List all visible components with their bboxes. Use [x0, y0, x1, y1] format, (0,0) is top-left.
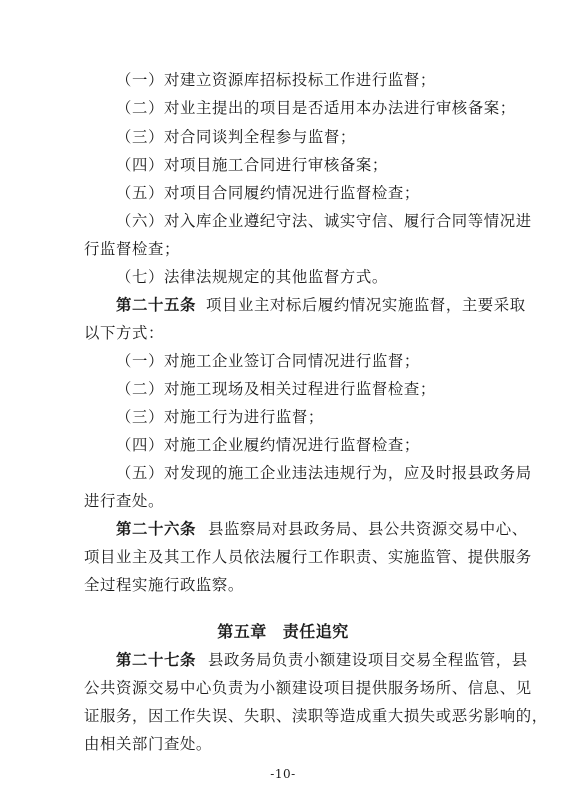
list-item: （七）法律法规规定的其他监督方式。 [116, 268, 388, 286]
list-item-continuation: 行监督检查； [84, 240, 180, 258]
list-item: （二）对施工现场及相关过程进行监督检查； [116, 380, 436, 398]
article-27-heading: 第二十七条 [116, 651, 196, 669]
list-item: （六）对入库企业遵纪守法、诚实守信、履行合同等情况进 [116, 212, 532, 230]
list-item: （四）对施工企业履约情况进行监督检查； [116, 436, 420, 454]
list-item-continuation: 进行查处。 [84, 492, 164, 510]
article-26-heading: 第二十六条 [116, 520, 196, 538]
article-26-text-cont: 全过程实施行政监察。 [84, 576, 244, 594]
list-item: （二）对业主提出的项目是否适用本办法进行审核备案； [116, 99, 516, 117]
article-25-heading: 第二十五条 [116, 296, 196, 314]
list-item: （三）对合同谈判全程参与监督； [116, 128, 356, 146]
article-26-text: 县监察局对县政务局、县公共资源交易中心、 [207, 520, 528, 538]
list-item: （五）对项目合同履约情况进行监督检查； [116, 184, 420, 202]
article-27-text-cont: 公共资源交易中心负责为小额建设项目提供服务场所、信息、见 [84, 679, 532, 697]
chapter-heading [0, 622, 566, 642]
article-25-text: 项目业主对标后履约情况实施监督，主要采取 [205, 296, 526, 314]
article-27-paragraph [116, 650, 528, 670]
article-27-text-cont: 由相关部门查处。 [84, 735, 212, 753]
article-25-text-cont: 以下方式： [84, 324, 164, 342]
list-item: （五）对发现的施工企业违法违规行为，应及时报县政务局 [116, 464, 532, 482]
article-27-text-cont: 证服务，因工作失误、失职、渎职等造成重大损失或恶劣影响的， [84, 707, 548, 725]
article-27-text: 县政务局负责小额建设项目交易全程监管，县 [207, 651, 528, 669]
chapter-title: 责任追究 [282, 622, 349, 641]
list-item: （一）对建立资源库招标投标工作进行监督； [116, 71, 436, 89]
article-26-text-cont: 项目业主及其工作人员依法履行工作职责、实施监管、提供服务 [84, 548, 532, 566]
list-item: （三）对施工行为进行监督； [116, 408, 324, 426]
list-item: （一）对施工企业签订合同情况进行监督； [116, 352, 420, 370]
chapter-number: 第五章 [217, 622, 267, 641]
article-25-paragraph [116, 295, 526, 315]
page-number: -10- [270, 767, 296, 781]
article-26-paragraph [116, 519, 528, 539]
list-item: （四）对项目施工合同进行审核备案； [116, 156, 388, 174]
